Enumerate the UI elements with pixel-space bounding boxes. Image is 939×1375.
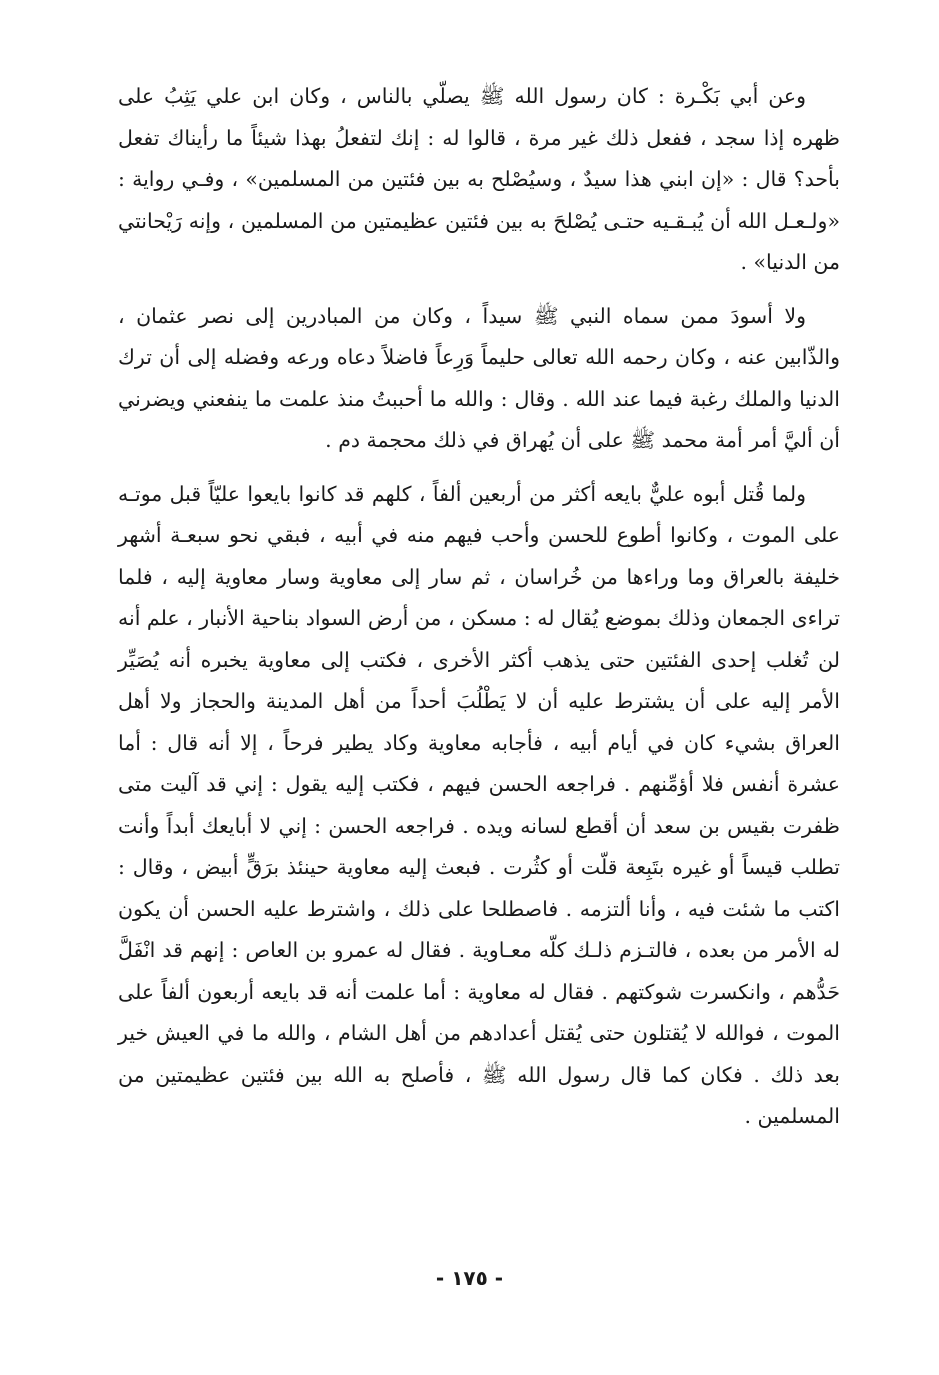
paragraph-bayah: ولما قُتل أبوه عليٌّ بايعه أكثر من أربعين ألفاً ، كلهم قد كانوا بايعوا عليّاً قبل موتـه على الموت ، وكانوا أطوع للحسن وأحب فيهم منه في أبيه ، فبقي نحو سبعـة أشهر خليفة بالعراق وما وراءها من خُراسان ، ثم سار إلى معاوية وسار معاوية إليه ، فلما تراءى الجمعان وذلك بموضع يُقال له : مسكن ، من أرض السواد بناحية الأنبار ، علم أنه لن تُغلب إحدى الفئتين حتى يذهب أكثر الأخرى ، فكتب إلى معاوية يخبره أنه يُصَيِّر الأمر إليه على أن يشترط عليه أن لا يَطْلُبَ أحداً من أهل المدينة والحجاز ولا أهل العراق بشيء كان في أيام أبيه ، فأجابه معاوية وكاد يطير فرحاً ، إلا أنه قال : أما عشرة أنفس فلا أؤمِّنهم . فراجعه الحسن فيهم ، فكتب إليه يقول : إني قد آليت متى ظفرت بقيس بن سعد أن أقطع لسانه ويده . فراجعه الحسن : إني لا أبايعك أبداً وأنت تطلب قيساً أو غيره بتَبِعة قلّت أو كثُرت . فبعث إليه معاوية حينئذ برَقٍّ أبيض ، وقال : اكتب ما شئت فيه ، وأنا ألتزمه . فاصطلحا على ذلك ، واشترط عليه الحسن أن يكون له الأمر من بعده ، فالتـزم ذلـك كلّه معـاوية . فقال له عمرو بن العاص : إنهم قد انْفَلَّ حَدُّهم ، وانكسرت شوكتهم . فقال له معاوية : أما علمت أنه قد بايعه أربعون ألفاً على الموت ، فوالله لا يُقتلون حتى يُقتل أعدادهم من أهل الشام ، والله ما في العيش خير بعد ذلك . فكان كما قال رسول الله ﷺ ، فأصلح به الله بين فئتين عظيمتين من المسلمين . <box>118 481 840 1128</box>
paragraph-abu-bakra: وعن أبي بَكْـرة : كان رسول الله ﷺ يصلّي بالناس ، وكان ابن علي يَثِبُ على ظهره إذا سجد ، ففعل ذلك غير مرة ، قالوا له : إنك لتفعلُ بهذا شيئاً ما رأيناك تفعل بأحد؟ قال : «إن ابني هذا سيدٌ ، وسيُصْلح به بين فئتين من المسلمين» ، وفـي رواية : «ولـعـل الله أن يُبـقـيه حتـى يُصْلحَ به بين فئتين عظيمتين من المسلمين ، وإنه رَيْحانتي من الدنيا» . <box>118 84 840 274</box>
page-number: - ١٧٥ - <box>435 1266 504 1290</box>
paragraph-sayyid: ولا أسودَ ممن سماه النبي ﷺ سيداً ، وكان من المبادرين إلى نصر عثمان ، والذّابين عنه ، وكان رحمه الله تعالى حليماً وَرِعاً فاضلاً دعاه ورعه وفضله إلى أن ترك الدنيا والملك رغبة فيما عند الله . وقال : والله ما أحببتُ منذ علمت ما ينفعني ويضرني أن أليَّ أمر أمة محمد ﷺ على أن يُهراق في ذلك محجمة دم . <box>118 303 840 452</box>
page-body <box>118 76 840 1138</box>
